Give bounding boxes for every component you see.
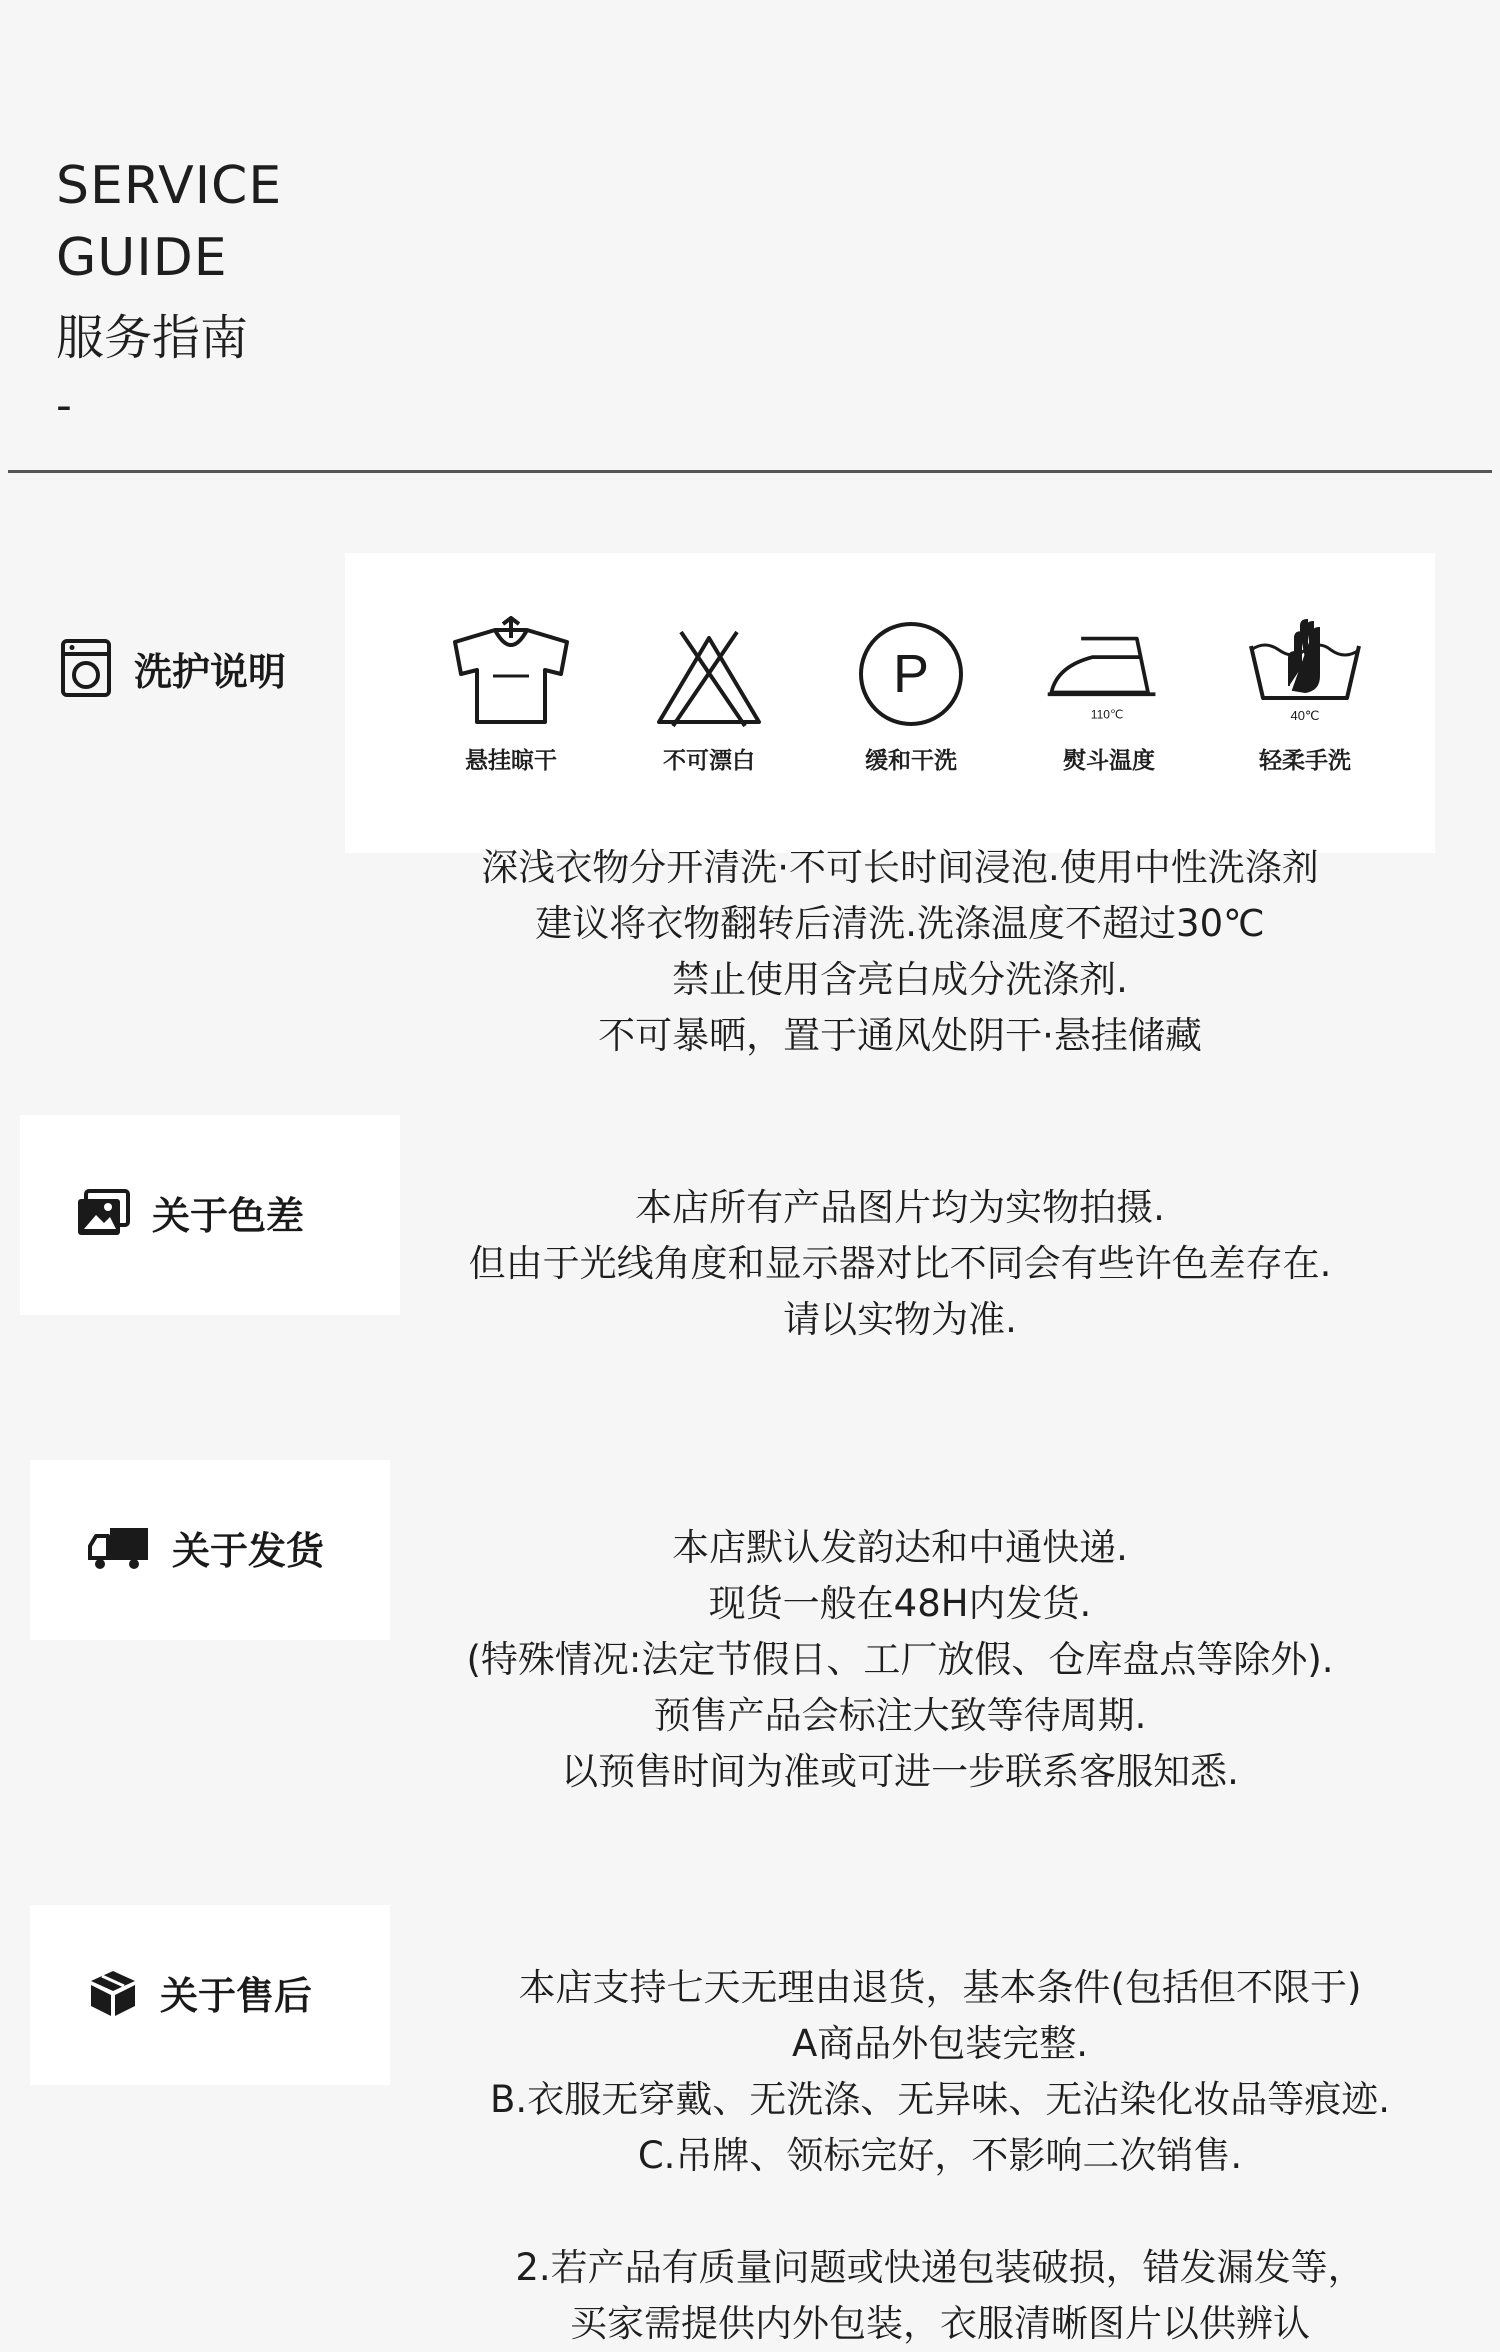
color-line-1: 本店所有产品图片均为实物拍摄. xyxy=(635,1186,1165,1229)
care-caption-hand-wash: 轻柔手洗 xyxy=(1259,748,1351,774)
truck-icon xyxy=(86,1526,150,1570)
care-caption-no-bleach: 不可漂白 xyxy=(663,748,755,774)
title-cn: 服务指南 xyxy=(56,310,249,366)
washing-line-3: 禁止使用含亮白成分洗涤剂. xyxy=(672,958,1128,1001)
shipping-line-4: 预售产品会标注大致等待周期. xyxy=(653,1694,1147,1737)
washing-line-1: 深浅衣物分开清洗·不可长时间浸泡.使用中性洗涤剂 xyxy=(481,846,1319,889)
aftersale-line-7: 买家需提供内外包装，衣服清晰图片以供辨认 xyxy=(570,2302,1310,2345)
hang-dry-icon xyxy=(449,616,573,728)
section-label-shipping xyxy=(86,1520,324,1575)
color-line-2: 但由于光线角度和显示器对比不同会有些许色差存在. xyxy=(468,1242,1332,1285)
svg-text:40℃: 40℃ xyxy=(1290,708,1320,723)
section-label-washing-text: 洗护说明 xyxy=(134,649,287,694)
iron-icon xyxy=(1044,616,1174,728)
svg-text:110℃: 110℃ xyxy=(1090,707,1124,722)
washing-line-2: 建议将衣物翻转后清洗.洗涤温度不超过30℃ xyxy=(535,902,1265,945)
care-symbol-dry-clean xyxy=(846,618,976,775)
aftersale-line-5 xyxy=(420,2184,1460,2240)
care-symbol-iron xyxy=(1044,618,1174,775)
section-label-shipping-text: 关于发货 xyxy=(172,1529,325,1573)
washing-line-4: 不可暴晒，置于通风处阴干·悬挂储藏 xyxy=(598,1014,1202,1057)
shipping-line-5: 以预售时间为准或可进一步联系客服知悉. xyxy=(561,1750,1239,1793)
title-en-guide: GUIDE xyxy=(56,228,228,288)
title-dash: - xyxy=(56,380,72,431)
aftersale-text xyxy=(420,1960,1460,2352)
service-guide-header xyxy=(56,150,282,434)
shipping-line-2: 现货一般在48H内发货. xyxy=(708,1582,1092,1625)
section-label-color xyxy=(76,1185,304,1240)
svg-text:P: P xyxy=(892,644,930,704)
aftersale-line-6: 2.若产品有质量问题或快递包装破损，错发漏发等， xyxy=(515,2246,1365,2289)
aftersale-line-4: C.吊牌、领标完好，不影响二次销售. xyxy=(637,2134,1243,2177)
no-bleach-icon xyxy=(647,628,771,728)
care-symbol-hang-dry xyxy=(446,618,576,775)
package-icon xyxy=(88,1968,138,2018)
header-divider xyxy=(8,470,1492,473)
care-caption-hang-dry: 悬挂晾干 xyxy=(465,748,557,774)
care-caption-dry-clean: 缓和干洗 xyxy=(865,748,957,774)
washing-machine-icon xyxy=(60,638,112,698)
section-label-washing xyxy=(60,638,286,698)
section-label-aftersale xyxy=(88,1965,312,2020)
aftersale-line-2: A商品外包装完整. xyxy=(791,2022,1089,2065)
care-symbol-hand-wash xyxy=(1240,618,1370,775)
title-en-service: SERVICE xyxy=(56,156,283,216)
section-label-color-text: 关于色差 xyxy=(152,1194,305,1238)
photo-icon xyxy=(76,1189,130,1237)
section-label-aftersale-text: 关于售后 xyxy=(160,1974,313,2018)
washing-text xyxy=(400,840,1400,1064)
shipping-line-3: (特殊情况:法定节假日、工厂放假、仓库盘点等除外). xyxy=(466,1638,1334,1681)
care-caption-iron: 熨斗温度 xyxy=(1063,748,1155,774)
shipping-line-1: 本店默认发韵达和中通快递. xyxy=(672,1526,1128,1569)
aftersale-line-3: B.衣服无穿戴、无洗涤、无异味、无沾染化妆品等痕迹. xyxy=(490,2078,1390,2121)
color-line-3: 请以实物为准. xyxy=(783,1298,1017,1341)
color-text xyxy=(400,1180,1400,1348)
hand-wash-icon xyxy=(1243,616,1367,728)
aftersale-line-1: 本店支持七天无理由退货，基本条件(包括但不限于) xyxy=(518,1966,1362,2009)
shipping-text xyxy=(400,1520,1400,1800)
dry-clean-p-icon xyxy=(849,616,973,728)
care-symbol-no-bleach xyxy=(644,618,774,775)
